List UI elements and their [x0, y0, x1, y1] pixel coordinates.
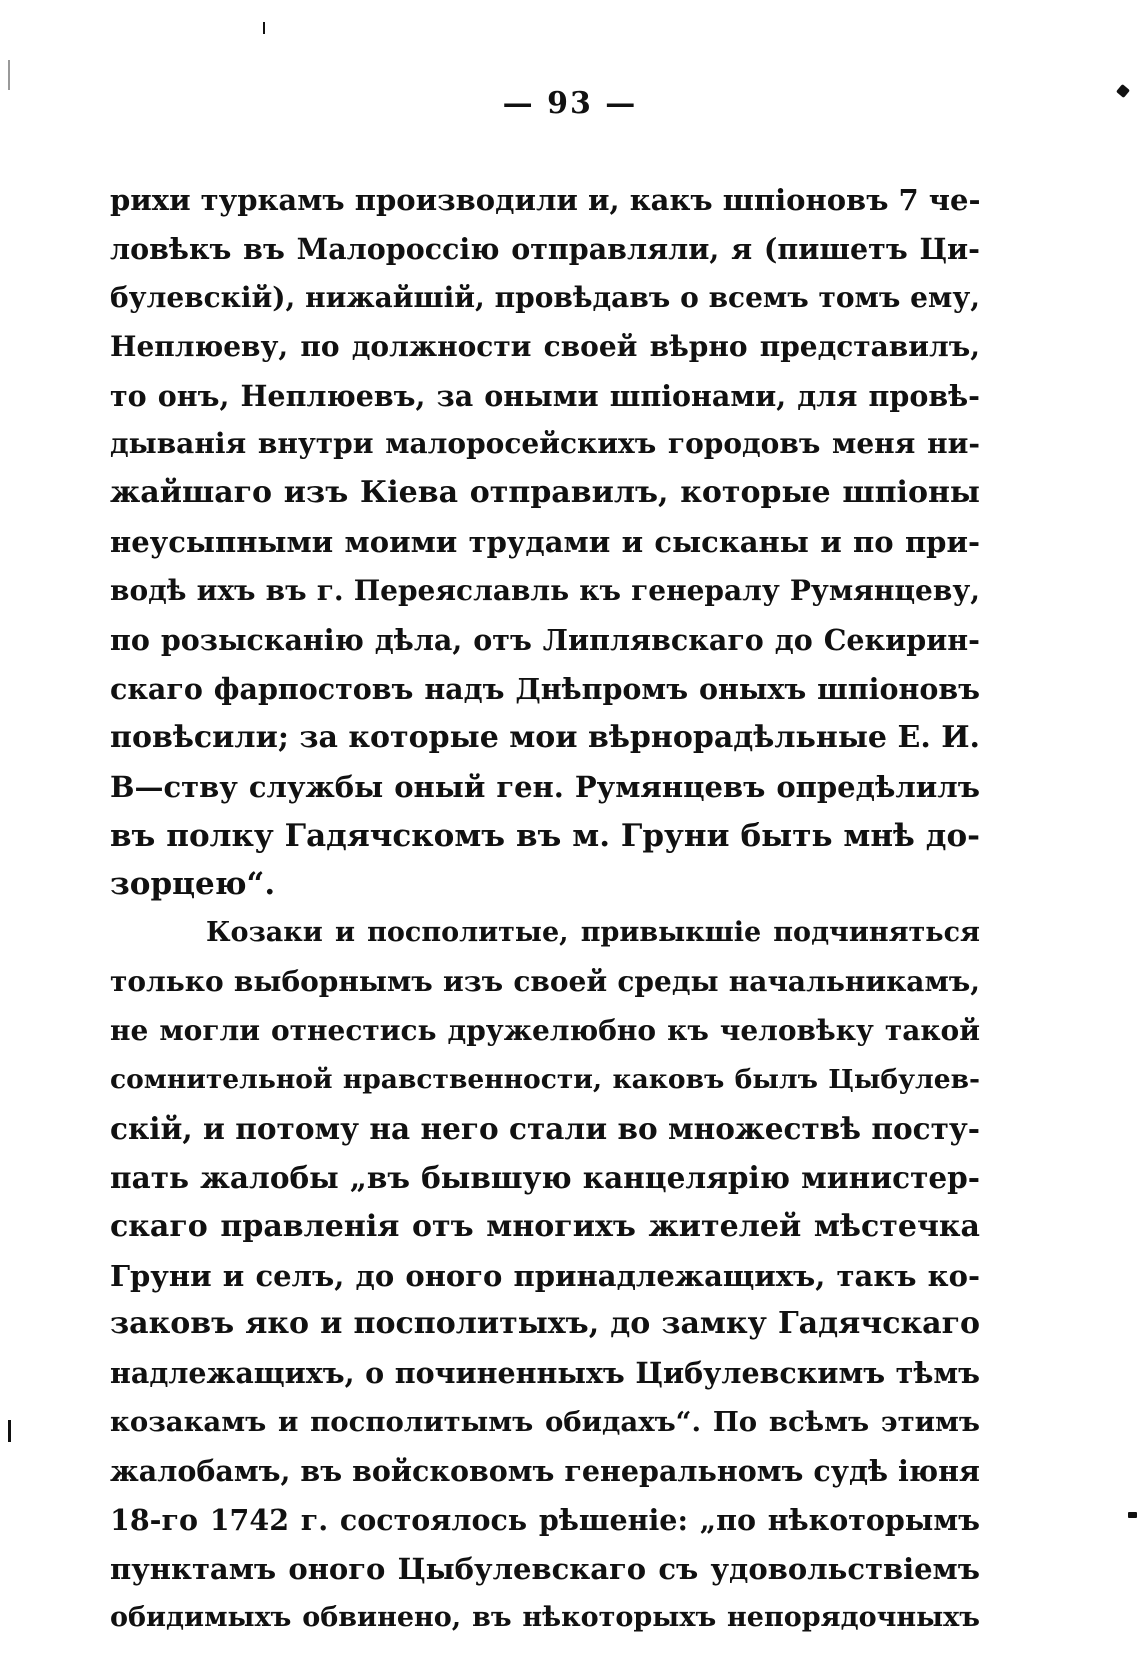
text-line: В—ству службы оный ген. Румянцевъ опредѣлилъ: [110, 769, 980, 804]
text-line: 18-го 1742 г. состоялось рѣшеніе: „по нѣкоторымъ: [110, 1503, 980, 1538]
text-line: жалобамъ, въ войсковомъ генеральномъ судѣ іюня: [110, 1454, 980, 1489]
text-line: пать жалобы „въ бывшую канцелярію министер-: [110, 1159, 980, 1195]
paragraph-first-line: Козаки и посполитые, привыкшіе подчиняться: [206, 917, 980, 949]
text-line: только выборнымъ изъ своей среды начальникамъ,: [110, 965, 980, 999]
text-line: водѣ ихъ въ г. Переяславль къ генералу Румянцеву,: [110, 574, 980, 608]
text-line: Неплюеву, по должности своей вѣрно представилъ,: [110, 329, 980, 363]
text-line: пунктамъ оного Цыбулевскаго съ удовольствіемъ: [110, 1551, 980, 1586]
text-line: заковъ яко и посполитыхъ, до замку Гадячскаго: [110, 1306, 980, 1342]
scan-speck: [8, 1420, 11, 1442]
text-line: обидимыхъ обвинено, въ нѣкоторыхъ непорядочныхъ: [110, 1601, 980, 1633]
text-line: сомнительной нравственности, каковъ былъ Цыбулев-: [110, 1064, 980, 1096]
text-line: скій, и потому на него стали во множествѣ посту-: [110, 1110, 980, 1146]
text-line: скаго фарпостовъ надъ Днѣпромъ оныхъ шпіоновъ: [110, 671, 980, 706]
scan-speck: [8, 60, 10, 90]
scan-speck: [1128, 1512, 1137, 1518]
text-line: дыванія внутри малоросейскихъ городовъ меня ни-: [110, 427, 980, 461]
text-line: по розысканію дѣла, отъ Липлявскаго до Секирин-: [110, 623, 980, 658]
text-line: неусыпными моими трудами и сысканы и по при-: [110, 525, 980, 560]
text-line: ловѣкъ въ Малороссію отправляли, я (пишетъ Ци-: [110, 231, 980, 266]
page-number: — 93 —: [502, 86, 638, 121]
body-text: [110, 176, 980, 1643]
text-line: повѣсили; за которые мои вѣрнорадѣльные Е. И.: [110, 719, 980, 755]
text-line: Груни и селъ, до оного принадлежащихъ, такъ ко-: [110, 1258, 980, 1293]
text-line: зорцею“.: [110, 866, 276, 903]
text-line: не могли отнестись дружелюбно къ человѣку такой: [110, 1014, 980, 1048]
text-line: жайшаго изъ Кіева отправилъ, которые шпіоны: [110, 475, 980, 511]
text-line: то онъ, Неплюевъ, за оными шпіонами, для провѣ-: [110, 378, 980, 413]
text-line: надлежащихъ, о починенныхъ Цибулевскимъ тѣмъ: [110, 1356, 980, 1391]
text-line: козакамъ и посполитымъ обидахъ“. По всѣмъ этимъ: [110, 1406, 980, 1439]
text-line: булевскій), нижайшій, провѣдавъ о всемъ томъ ему,: [110, 280, 980, 314]
text-line: въ полку Гадячскомъ въ м. Груни быть мнѣ до-: [110, 817, 980, 854]
text-line: рихи туркамъ производили и, какъ шпіоновъ 7 че-: [110, 183, 981, 217]
text-line: скаго правленія отъ многихъ жителей мѣстечка: [110, 1208, 980, 1244]
scan-speck: [263, 22, 265, 34]
